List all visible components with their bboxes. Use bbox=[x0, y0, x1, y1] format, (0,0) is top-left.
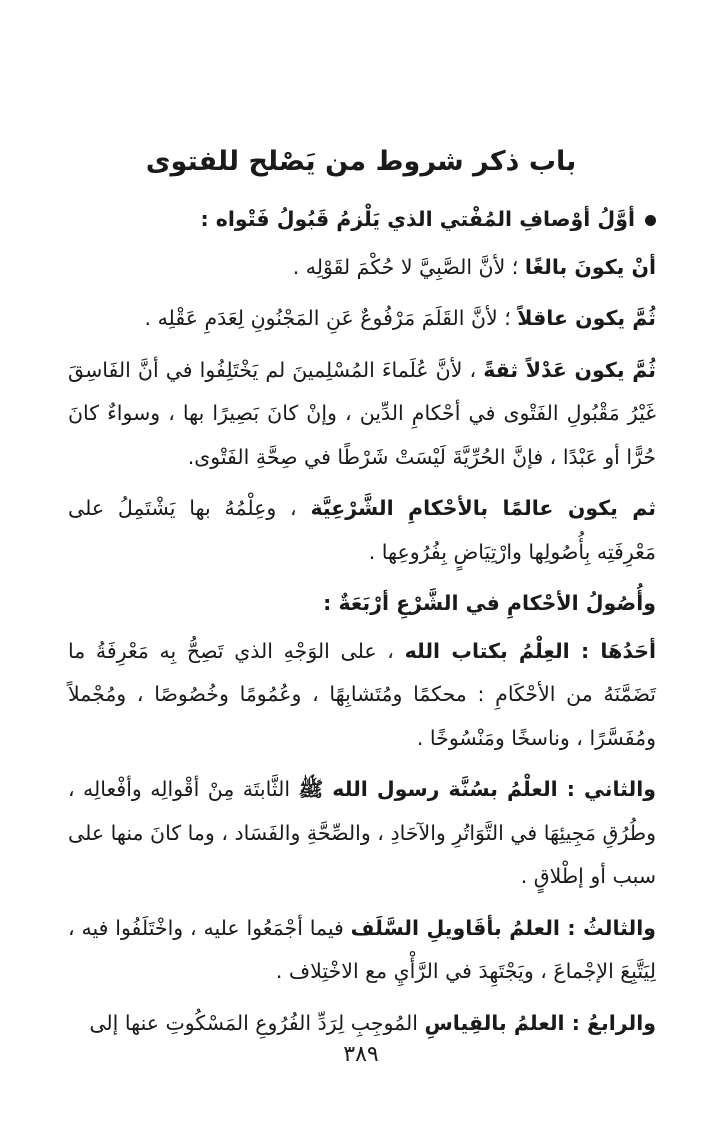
paragraph-4 bbox=[68, 487, 656, 574]
paragraph-1-lead: أنْ يكونَ بالغًا bbox=[524, 254, 656, 279]
paragraph-4-lead: ثم يكون عالمًا بالأحْكامِ الشَّرْعِيَّة bbox=[310, 496, 656, 520]
paragraph-3-lead: ثُمَّ يكون عَدْلاً ثقةً bbox=[483, 357, 656, 382]
page-number: ٣٨٩ bbox=[343, 1042, 379, 1067]
paragraph-2-lead: ثُمَّ يكون عاقلاً bbox=[517, 306, 656, 330]
paragraph-2 bbox=[68, 297, 656, 341]
paragraph-7-lead: والثاني : العلْمُ بسُنَّة رسول الله ﷺ bbox=[298, 777, 657, 801]
paragraph-9-lead: والرابعُ : العلمُ بالقِياسِ bbox=[424, 1010, 656, 1035]
bullet-icon bbox=[645, 215, 656, 226]
paragraph-6-text: ، على الوَجْهِ الذي تَصِحُّ بِه مَعْرِفَةُ ما تَضَمَّنَهُ من الأحْكَامِ : محكمًا ومُتَشابِهًا ، وعُمُومًا وخُصُوصًا ، ومُجْملاً ومُفَسَّرًا ، وناسخًا ومَنْسُوخًا . bbox=[68, 638, 656, 750]
paragraph-9-text: المُوجِبِ لِرَدِّ الفُرُوعِ المَسْكُوتِ عنها إلى bbox=[89, 1010, 425, 1035]
paragraph-2-text: ؛ لأنَّ القَلَمَ مَرْفُوعٌ عَنِ المَجْنُونِ لِعَدَمِ عَقْلِه . bbox=[144, 306, 518, 330]
paragraph-6 bbox=[68, 630, 656, 761]
page-body bbox=[68, 198, 656, 1053]
paragraph-6-lead: أحَدُهَا : العِلْمُ بكتاب الله bbox=[404, 638, 656, 663]
paragraph-8-text: فيما أجْمَعُوا عليه ، واخْتَلَفُوا فيه ، لِيَتَّبِعَ الإجْماعَ ، ويَجْتَهِدَ في الرَّأْيِ مع الاخْتِلاف . bbox=[68, 915, 656, 983]
paragraph-8 bbox=[68, 907, 656, 994]
page-title: باب ذكر شروط من يَصْلح للفتوى bbox=[145, 146, 577, 177]
bullet-heading: أوَّلُ أوْصافِ المُفْتي الذي يَلْزمُ قَبُولُ فَتْواه : bbox=[200, 207, 635, 231]
paragraph-3 bbox=[68, 349, 656, 480]
paragraph-7 bbox=[68, 768, 656, 899]
paragraph-3-text: ، لأنَّ عُلَماءَ المُسْلِمينَ لم يَخْتَلِفُوا في أنَّ الفَاسِقَ غَيْرُ مَقْبُولِ الفَتْوى في أحْكامِ الدِّين ، وإنْ كانَ بَصِيرًا بها ، وسواءٌ كانَ حُرًّا أو عَبْدًا ، فإنَّ الحُرِّيَّةَ لَيْسَتْ شَرْطًا في صِحَّةِ الفَتْوى. bbox=[68, 357, 656, 469]
paragraph-8-lead: والثالثُ : العلمُ بأقَاويلِ السَّلَف bbox=[350, 915, 656, 940]
paragraph-7-text: الثَّابتَة مِنْ أقْوالِه وأفْعالِه ، وطُرُقِ مَجِيئِهَا في التَّوَاتُرِ والآحَادِ ، والصِّحَّةِ والفَسَاد ، وما كانَ منها على سبب أو إطْلاقٍ . bbox=[68, 777, 656, 888]
paragraph-4-text: ، وعِلْمُهُ بها يَشْتَمِلُ على مَعْرِفَتِه بِأُصُولِها وارْتِيَاضٍ بِفُرُوعِها . bbox=[68, 496, 656, 564]
paragraph-1 bbox=[68, 246, 656, 290]
bullet-heading-line bbox=[68, 198, 656, 242]
paragraph-1-text: ؛ لأنَّ الصَّبِيَّ لا حُكْمَ لقَوْلِه . bbox=[292, 254, 525, 279]
paragraph-5-lead: وأُصُولُ الأحْكامِ في الشَّرْعِ أرْبَعَةٌ : bbox=[323, 591, 656, 615]
paragraph-5 bbox=[68, 582, 656, 626]
paragraph-9 bbox=[68, 1002, 656, 1046]
